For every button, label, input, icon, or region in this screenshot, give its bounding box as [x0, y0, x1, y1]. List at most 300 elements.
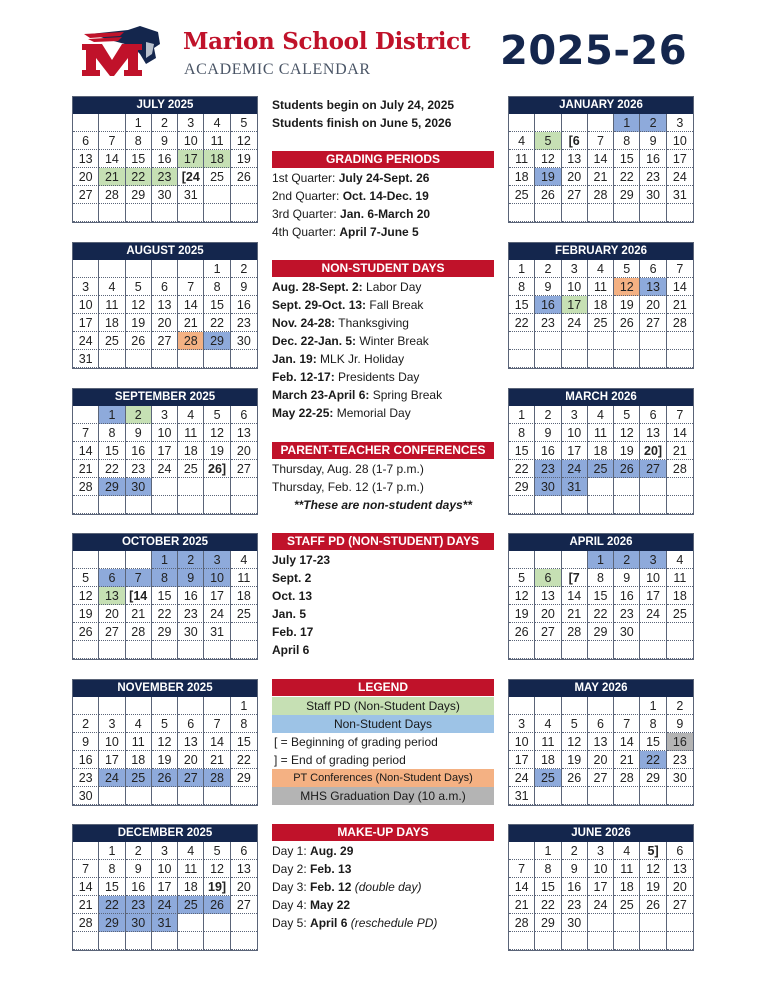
day-cell: 19 — [231, 150, 257, 168]
day-cell: 19] — [204, 878, 230, 896]
day-cell: 21 — [178, 314, 204, 332]
day-cell: 27 — [667, 896, 693, 914]
empty-cell — [152, 932, 178, 950]
day-cell: 9 — [126, 860, 152, 878]
day-cell: 9 — [614, 569, 640, 587]
day-cell: 30 — [231, 332, 257, 350]
legend-non-student: Non-Student Days — [272, 715, 494, 733]
day-cell: 15 — [126, 150, 152, 168]
day-cell: 18 — [99, 314, 125, 332]
day-cell: 2 — [614, 551, 640, 569]
day-cell: 23 — [640, 168, 666, 186]
day-cell: 28 — [99, 186, 125, 204]
day-cell: 12 — [126, 296, 152, 314]
day-cell: 1 — [231, 697, 257, 715]
empty-cell — [562, 641, 588, 659]
day-cell: 9 — [152, 132, 178, 150]
day-cell: 7 — [73, 860, 99, 878]
staff-pd-item: April 6 — [272, 643, 310, 657]
empty-cell — [562, 332, 588, 350]
day-cell: 3 — [204, 551, 230, 569]
month-header: OCTOBER 2025 — [73, 534, 257, 551]
day-cell: 16 — [667, 733, 693, 751]
day-cell: 23 — [535, 314, 561, 332]
day-cell: 16 — [614, 587, 640, 605]
day-cell: 31 — [178, 186, 204, 204]
day-cell: 3 — [73, 278, 99, 296]
day-cell: 19 — [535, 168, 561, 186]
day-cell: 25 — [178, 896, 204, 914]
month-calendar-february-2026 — [508, 242, 694, 369]
makeup-item: Day 5: April 6 (reschedule PD) — [272, 916, 438, 930]
empty-cell — [99, 114, 125, 132]
empty-cell — [588, 350, 614, 368]
month-header: SEPTEMBER 2025 — [73, 389, 257, 406]
empty-cell — [73, 204, 99, 222]
day-cell: 1 — [152, 551, 178, 569]
day-cell: 7 — [509, 860, 535, 878]
day-cell: 29 — [99, 478, 125, 496]
patriot-m-logo-icon — [80, 24, 162, 78]
day-cell: 30 — [535, 478, 561, 496]
empty-cell — [231, 186, 257, 204]
day-cell: 19 — [614, 296, 640, 314]
day-cell: 3 — [667, 114, 693, 132]
staff-pd-item: Sept. 2 — [272, 571, 312, 585]
day-cell: 26 — [73, 623, 99, 641]
grading-periods-heading: GRADING PERIODS — [272, 151, 494, 168]
month-grid — [509, 842, 693, 950]
day-cell: 16 — [126, 878, 152, 896]
day-cell: 23 — [614, 605, 640, 623]
month-header: JANUARY 2026 — [509, 97, 693, 114]
day-cell: [6 — [562, 132, 588, 150]
day-cell: 11 — [509, 150, 535, 168]
day-cell: 18 — [509, 168, 535, 186]
day-cell: 17 — [562, 442, 588, 460]
makeup-item: Day 4: May 22 — [272, 898, 351, 912]
month-grid — [73, 114, 257, 222]
non-student-item: Jan. 19: MLK Jr. Holiday — [272, 352, 405, 366]
day-cell: 12 — [535, 150, 561, 168]
day-cell: 21 — [588, 168, 614, 186]
day-cell: 28 — [178, 332, 204, 350]
empty-cell — [126, 350, 152, 368]
month-grid — [73, 842, 257, 950]
day-cell: 19 — [509, 605, 535, 623]
day-cell: 30 — [614, 623, 640, 641]
day-cell: 6 — [667, 842, 693, 860]
day-cell: 29 — [509, 478, 535, 496]
day-cell: 22 — [614, 168, 640, 186]
day-cell: 14 — [667, 278, 693, 296]
day-cell: 16 — [152, 150, 178, 168]
day-cell: 24 — [99, 769, 125, 787]
day-cell: 16 — [178, 587, 204, 605]
day-cell: 27 — [99, 623, 125, 641]
month-calendar-july-2025 — [72, 96, 258, 223]
day-cell: 2 — [178, 551, 204, 569]
empty-cell — [231, 204, 257, 222]
day-cell: 27 — [640, 314, 666, 332]
empty-cell — [667, 623, 693, 641]
day-cell: 13 — [99, 587, 125, 605]
day-cell: 20 — [640, 296, 666, 314]
day-cell: 5 — [73, 569, 99, 587]
empty-cell — [204, 787, 230, 805]
empty-cell — [178, 478, 204, 496]
day-cell: 11 — [588, 278, 614, 296]
day-cell: 21 — [614, 751, 640, 769]
day-cell: 25 — [204, 168, 230, 186]
empty-cell — [231, 932, 257, 950]
month-grid — [509, 260, 693, 368]
makeup-item: Day 1: Aug. 29 — [272, 844, 354, 858]
day-cell: 12 — [152, 733, 178, 751]
day-cell: 23 — [562, 896, 588, 914]
day-cell: 20 — [152, 314, 178, 332]
empty-cell — [152, 204, 178, 222]
day-cell: 12 — [640, 860, 666, 878]
day-cell: 21 — [204, 751, 230, 769]
day-cell: 19 — [562, 751, 588, 769]
day-cell: 29 — [231, 769, 257, 787]
day-cell: 16 — [126, 442, 152, 460]
non-student-item: Nov. 24-28: Thanksgiving — [272, 316, 409, 330]
day-cell: 11 — [99, 296, 125, 314]
day-cell: 2 — [535, 260, 561, 278]
empty-cell — [562, 114, 588, 132]
day-cell: 3 — [588, 842, 614, 860]
day-cell: 1 — [99, 406, 125, 424]
empty-cell — [588, 496, 614, 514]
month-calendar-september-2025 — [72, 388, 258, 515]
day-cell: 26 — [614, 314, 640, 332]
day-cell: 15 — [614, 150, 640, 168]
empty-cell — [562, 787, 588, 805]
day-cell: 22 — [588, 605, 614, 623]
empty-cell — [231, 496, 257, 514]
day-cell: 27 — [588, 769, 614, 787]
empty-cell — [99, 260, 125, 278]
day-cell: 23 — [126, 460, 152, 478]
grading-period-item: 3rd Quarter: Jan. 6-March 20 — [272, 207, 431, 221]
empty-cell — [231, 787, 257, 805]
day-cell: 7 — [178, 278, 204, 296]
day-cell: 16 — [231, 296, 257, 314]
day-cell: 29 — [126, 186, 152, 204]
day-cell: 5 — [204, 842, 230, 860]
grading-period-item: 1st Quarter: July 24-Sept. 26 — [272, 171, 430, 185]
empty-cell — [178, 697, 204, 715]
day-cell: 2 — [126, 842, 152, 860]
day-cell: 11 — [231, 569, 257, 587]
day-cell: 20 — [178, 751, 204, 769]
day-cell: 19 — [126, 314, 152, 332]
day-cell: 28 — [509, 914, 535, 932]
day-cell: 7 — [667, 260, 693, 278]
day-cell: 28 — [126, 623, 152, 641]
day-cell: 17 — [562, 296, 588, 314]
empty-cell — [509, 842, 535, 860]
day-cell: 9 — [178, 569, 204, 587]
day-cell: 6 — [588, 715, 614, 733]
day-cell: 5 — [204, 406, 230, 424]
day-cell: 2 — [535, 406, 561, 424]
empty-cell — [204, 204, 230, 222]
empty-cell — [535, 350, 561, 368]
day-cell: 5 — [152, 715, 178, 733]
day-cell: 23 — [126, 896, 152, 914]
day-cell: 4 — [178, 406, 204, 424]
day-cell: 24 — [562, 460, 588, 478]
day-cell: 9 — [640, 132, 666, 150]
day-cell: 31 — [152, 914, 178, 932]
day-cell: 24 — [152, 896, 178, 914]
day-cell: 2 — [640, 114, 666, 132]
day-cell: 5 — [509, 569, 535, 587]
day-cell: [14 — [126, 587, 152, 605]
day-cell: 5] — [640, 842, 666, 860]
empty-cell — [509, 204, 535, 222]
day-cell: 20 — [535, 605, 561, 623]
day-cell: 9 — [562, 860, 588, 878]
empty-cell — [614, 932, 640, 950]
day-cell: 22 — [99, 896, 125, 914]
conference-item: Thursday, Feb. 12 (1-7 p.m.) — [272, 480, 424, 494]
day-cell: 26 — [126, 332, 152, 350]
day-cell: 23 — [73, 769, 99, 787]
legend-pt-conferences: PT Conferences (Non-Student Days) — [272, 769, 494, 787]
day-cell: 3 — [640, 551, 666, 569]
day-cell: 27 — [152, 332, 178, 350]
day-cell: 8 — [126, 132, 152, 150]
day-cell: 26 — [614, 460, 640, 478]
day-cell: 31 — [562, 478, 588, 496]
non-student-days-heading: NON-STUDENT DAYS — [272, 260, 494, 277]
day-cell: 29 — [640, 769, 666, 787]
non-student-item: Feb. 12-17: Presidents Day — [272, 370, 420, 384]
day-cell: 28 — [614, 769, 640, 787]
legend-heading: LEGEND — [272, 679, 494, 696]
day-cell: 14 — [178, 296, 204, 314]
day-cell: 19 — [152, 751, 178, 769]
day-cell: 12 — [562, 733, 588, 751]
makeup-item: Day 2: Feb. 13 — [272, 862, 352, 876]
day-cell: 28 — [73, 478, 99, 496]
empty-cell — [667, 932, 693, 950]
day-cell: 12 — [204, 424, 230, 442]
day-cell: 13 — [231, 860, 257, 878]
day-cell: 18 — [667, 587, 693, 605]
day-cell: 26 — [509, 623, 535, 641]
empty-cell — [126, 641, 152, 659]
empty-cell — [588, 332, 614, 350]
empty-cell — [640, 932, 666, 950]
day-cell: 5 — [231, 114, 257, 132]
day-cell: 21 — [667, 442, 693, 460]
legend-section — [272, 679, 494, 805]
day-cell: 29 — [152, 623, 178, 641]
day-cell: 10 — [178, 132, 204, 150]
empty-cell — [614, 641, 640, 659]
empty-cell — [588, 204, 614, 222]
day-cell: 19 — [614, 442, 640, 460]
day-cell: 14 — [99, 150, 125, 168]
day-cell: 18 — [178, 442, 204, 460]
day-cell: 24 — [640, 605, 666, 623]
empty-cell — [509, 496, 535, 514]
day-cell: 1 — [535, 842, 561, 860]
empty-cell — [667, 350, 693, 368]
empty-cell — [667, 787, 693, 805]
empty-cell — [535, 697, 561, 715]
empty-cell — [204, 496, 230, 514]
empty-cell — [614, 332, 640, 350]
day-cell: 30 — [562, 914, 588, 932]
day-cell: 3 — [99, 715, 125, 733]
day-cell: 6 — [231, 406, 257, 424]
day-cell: 10 — [99, 733, 125, 751]
empty-cell — [73, 496, 99, 514]
day-cell: 10 — [667, 132, 693, 150]
day-cell: 15 — [152, 587, 178, 605]
day-cell: 20 — [562, 168, 588, 186]
day-cell: 4 — [614, 842, 640, 860]
day-cell: 15 — [509, 296, 535, 314]
empty-cell — [204, 186, 230, 204]
empty-cell — [152, 787, 178, 805]
day-cell: 30 — [152, 186, 178, 204]
conferences-heading: PARENT-TEACHER CONFERENCES — [272, 442, 494, 459]
day-cell: 11 — [614, 860, 640, 878]
day-cell: 18 — [231, 587, 257, 605]
day-cell: 4 — [535, 715, 561, 733]
empty-cell — [509, 697, 535, 715]
empty-cell — [588, 914, 614, 932]
month-grid — [509, 114, 693, 222]
empty-cell — [640, 204, 666, 222]
day-cell: 11 — [178, 424, 204, 442]
dates-info — [272, 96, 494, 132]
day-cell: 30 — [126, 914, 152, 932]
month-grid — [73, 260, 257, 368]
day-cell: 22 — [509, 460, 535, 478]
day-cell: 31 — [73, 350, 99, 368]
day-cell: 14 — [614, 733, 640, 751]
day-cell: 1 — [509, 406, 535, 424]
day-cell: 2 — [667, 697, 693, 715]
empty-cell — [73, 641, 99, 659]
day-cell: 13 — [588, 733, 614, 751]
empty-cell — [178, 260, 204, 278]
day-cell: 25 — [178, 460, 204, 478]
empty-cell — [73, 406, 99, 424]
day-cell: 24 — [562, 314, 588, 332]
day-cell: 4 — [99, 278, 125, 296]
empty-cell — [535, 787, 561, 805]
empty-cell — [99, 787, 125, 805]
day-cell: 28 — [667, 314, 693, 332]
conferences-section — [272, 442, 494, 514]
day-cell: 17 — [178, 150, 204, 168]
day-cell: 18 — [614, 878, 640, 896]
day-cell: 3 — [509, 715, 535, 733]
empty-cell — [562, 697, 588, 715]
non-student-item: March 23-April 6: Spring Break — [272, 388, 443, 402]
empty-cell — [178, 932, 204, 950]
empty-cell — [535, 332, 561, 350]
day-cell: 21 — [667, 296, 693, 314]
day-cell: 24 — [667, 168, 693, 186]
day-cell: 31 — [667, 186, 693, 204]
day-cell: 9 — [231, 278, 257, 296]
day-cell: 8 — [535, 860, 561, 878]
day-cell: 13 — [73, 150, 99, 168]
empty-cell — [204, 350, 230, 368]
staff-pd-item: Oct. 13 — [272, 589, 313, 603]
day-cell: 3 — [152, 842, 178, 860]
empty-cell — [614, 914, 640, 932]
day-cell: 12 — [614, 278, 640, 296]
day-cell: 13 — [640, 278, 666, 296]
day-cell: 11 — [588, 424, 614, 442]
month-header: AUGUST 2025 — [73, 243, 257, 260]
day-cell: 23 — [535, 460, 561, 478]
empty-cell — [562, 350, 588, 368]
day-cell: 12 — [614, 424, 640, 442]
district-title: Marion School District — [183, 28, 471, 55]
day-cell: 29 — [204, 332, 230, 350]
day-cell: 28 — [562, 623, 588, 641]
day-cell: 21 — [99, 168, 125, 186]
day-cell: 22 — [204, 314, 230, 332]
empty-cell — [535, 551, 561, 569]
day-cell: 8 — [588, 569, 614, 587]
day-cell: 23 — [667, 751, 693, 769]
day-cell: 1 — [588, 551, 614, 569]
makeup-days-heading: MAKE-UP DAYS — [272, 824, 494, 841]
day-cell: 11 — [126, 733, 152, 751]
staff-pd-item: Feb. 17 — [272, 625, 314, 639]
day-cell: 1 — [614, 114, 640, 132]
empty-cell — [562, 496, 588, 514]
empty-cell — [73, 932, 99, 950]
empty-cell — [126, 496, 152, 514]
day-cell: 17 — [640, 587, 666, 605]
day-cell: 9 — [73, 733, 99, 751]
day-cell: 8 — [99, 424, 125, 442]
empty-cell — [99, 204, 125, 222]
month-grid — [509, 697, 693, 805]
day-cell: 24 — [73, 332, 99, 350]
month-grid — [73, 551, 257, 659]
day-cell: 28 — [588, 186, 614, 204]
empty-cell — [562, 204, 588, 222]
empty-cell — [126, 204, 152, 222]
month-header: FEBRUARY 2026 — [509, 243, 693, 260]
day-cell: 26 — [152, 769, 178, 787]
day-cell: 4 — [588, 260, 614, 278]
empty-cell — [614, 697, 640, 715]
day-cell: 24 — [152, 460, 178, 478]
empty-cell — [99, 641, 125, 659]
non-student-item: Aug. 28-Sept. 2: Labor Day — [272, 280, 422, 294]
day-cell: 8 — [509, 278, 535, 296]
day-cell: 15 — [99, 442, 125, 460]
day-cell: 8 — [99, 860, 125, 878]
day-cell: 17 — [588, 878, 614, 896]
